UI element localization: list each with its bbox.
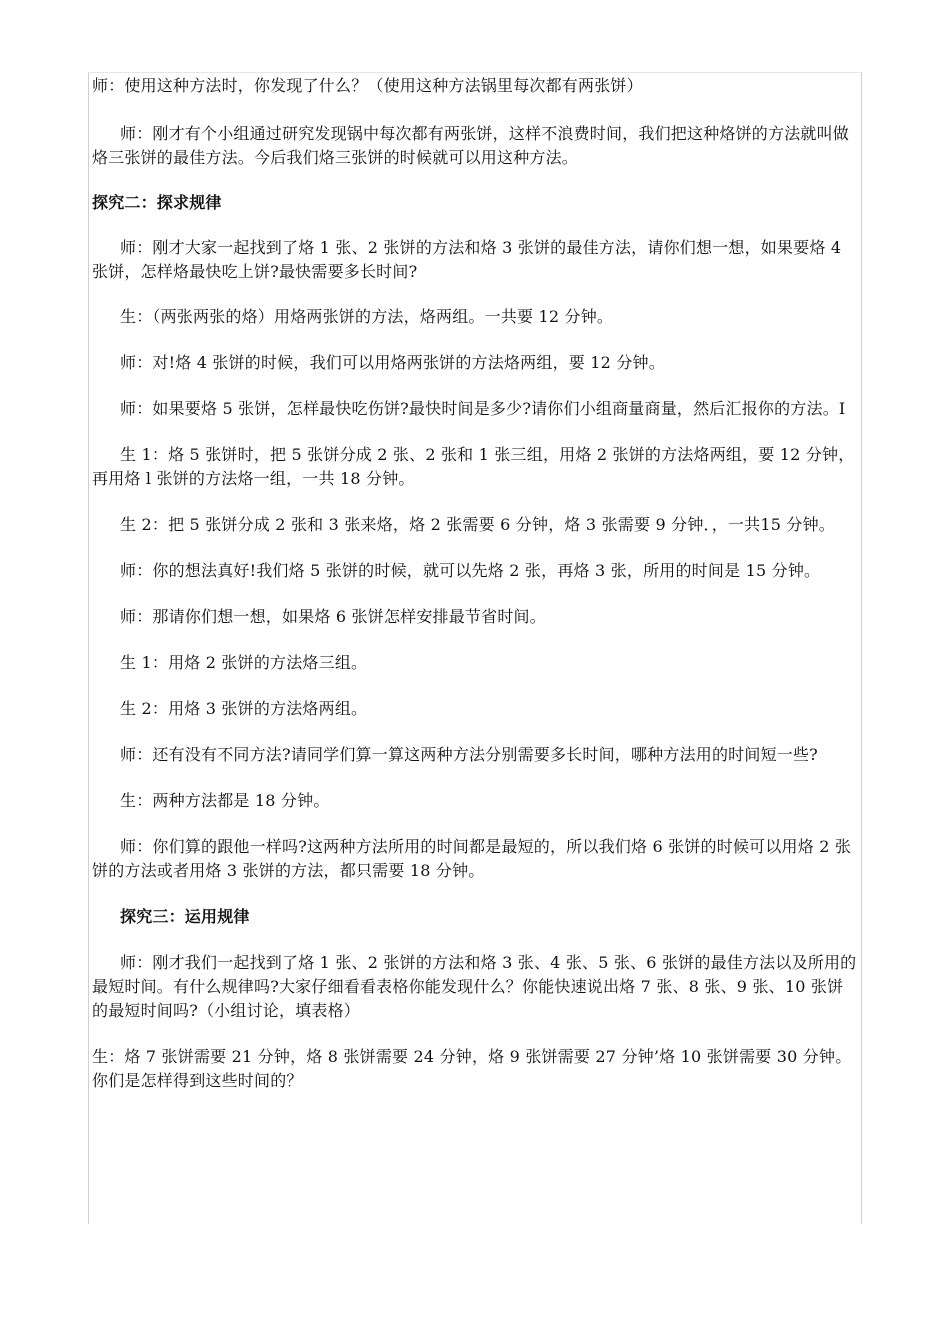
paragraph-teacher-confirm: 师：对!烙 4 张饼的时候，我们可以用烙两张饼的方法烙两组，要 12 分钟。 [120, 353, 665, 372]
paragraph-student-18: 生：两种方法都是 18 分钟。 [120, 791, 330, 810]
section-heading-3: 探究三：运用规律 [120, 907, 250, 926]
paragraph-teacher-six-cakes: 师：那请你们想一想，如果烙 6 张饼怎样安排最节省时间。 [120, 607, 546, 626]
paragraph-teacher-praise: 师：你的想法真好!我们烙 5 张饼的时候，就可以先烙 2 张，再烙 3 张，所用的时间是 15 分钟。 [120, 561, 821, 580]
paragraph-student-two-groups: 生：（两张两张的烙）用烙两张饼的方法，烙两组。一共要 12 分钟。 [120, 307, 614, 326]
paragraph-teacher-pattern: 师：刚才我们一起找到了烙 1 张、2 张饼的方法和烙 3 张、4 张、5 张、6 张饼的最佳方法以及所用的最短时间。有什么规律吗?大家仔细看看表格你能发现什么？你能快速说出烙 7 张、8 张、9 张、10 张饼的最短时间吗?（小组讨论，填表格） [92, 953, 857, 1020]
document-body [92, 74, 858, 1093]
paragraph-student2-five: 生 2：把 5 张饼分成 2 张和 3 张来烙，烙 2 张需要 6 分钟，烙 3 张需要 9 分钟．，一共15 分钟。 [120, 515, 835, 534]
paragraph-student1-five: 生 1：烙 5 张饼时，把 5 张饼分成 2 张、2 张和 1 张三组，用烙 2 张饼的方法烙两组，要 12 分钟，再用烙 l 张饼的方法烙一组，一共 18 分钟。 [92, 445, 855, 488]
section-heading-2: 探究二：探求规律 [92, 193, 222, 212]
paragraph-student1-six: 生 1：用烙 2 张饼的方法烙三组。 [120, 653, 368, 672]
paragraph-student2-six: 生 2：用烙 3 张饼的方法烙两组。 [120, 699, 368, 718]
paragraph-teacher-summary: 师：你们算的跟他一样吗?这两种方法所用的时间都是最短的，所以我们烙 6 张饼的时候可以用烙 2 张饼的方法或者用烙 3 张饼的方法，都只需要 18 分钟。 [92, 837, 852, 880]
paragraph-teacher-best-method: 师：刚才有个小组通过研究发现锅中每次都有两张饼，这样不浪费时间，我们把这种烙饼的方法就叫做烙三张饼的最佳方法。今后我们烙三张饼的时候就可以用这种方法。 [92, 124, 850, 167]
paragraph-teacher-four-cakes: 师：刚才大家一起找到了烙 1 张、2 张饼的方法和烙 3 张饼的最佳方法，请你们想一想，如果要烙 4 张饼，怎样烙最快吃上饼?最快需要多长时间? [92, 238, 842, 281]
paragraph-teacher-question: 师：使用这种方法时，你发现了什么？（使用这种方法锅里每次都有两张饼） [92, 76, 643, 95]
paragraph-student-answer: 生：烙 7 张饼需要 21 分钟，烙 8 张饼需要 24 分钟，烙 9 张饼需要 27 分钟’烙 10 张饼需要 30 分钟。你们是怎样得到这些时间的？ [92, 1047, 852, 1090]
paragraph-teacher-compare: 师：还有没有不同方法?请同学们算一算这两种方法分别需要多长时间，哪种方法用的时间短一些? [120, 745, 818, 764]
paragraph-teacher-five-cakes: 师：如果要烙 5 张饼，怎样最快吃伤饼?最快时间是多少?请你们小组商量商量，然后汇报你的方法。I [120, 399, 846, 418]
